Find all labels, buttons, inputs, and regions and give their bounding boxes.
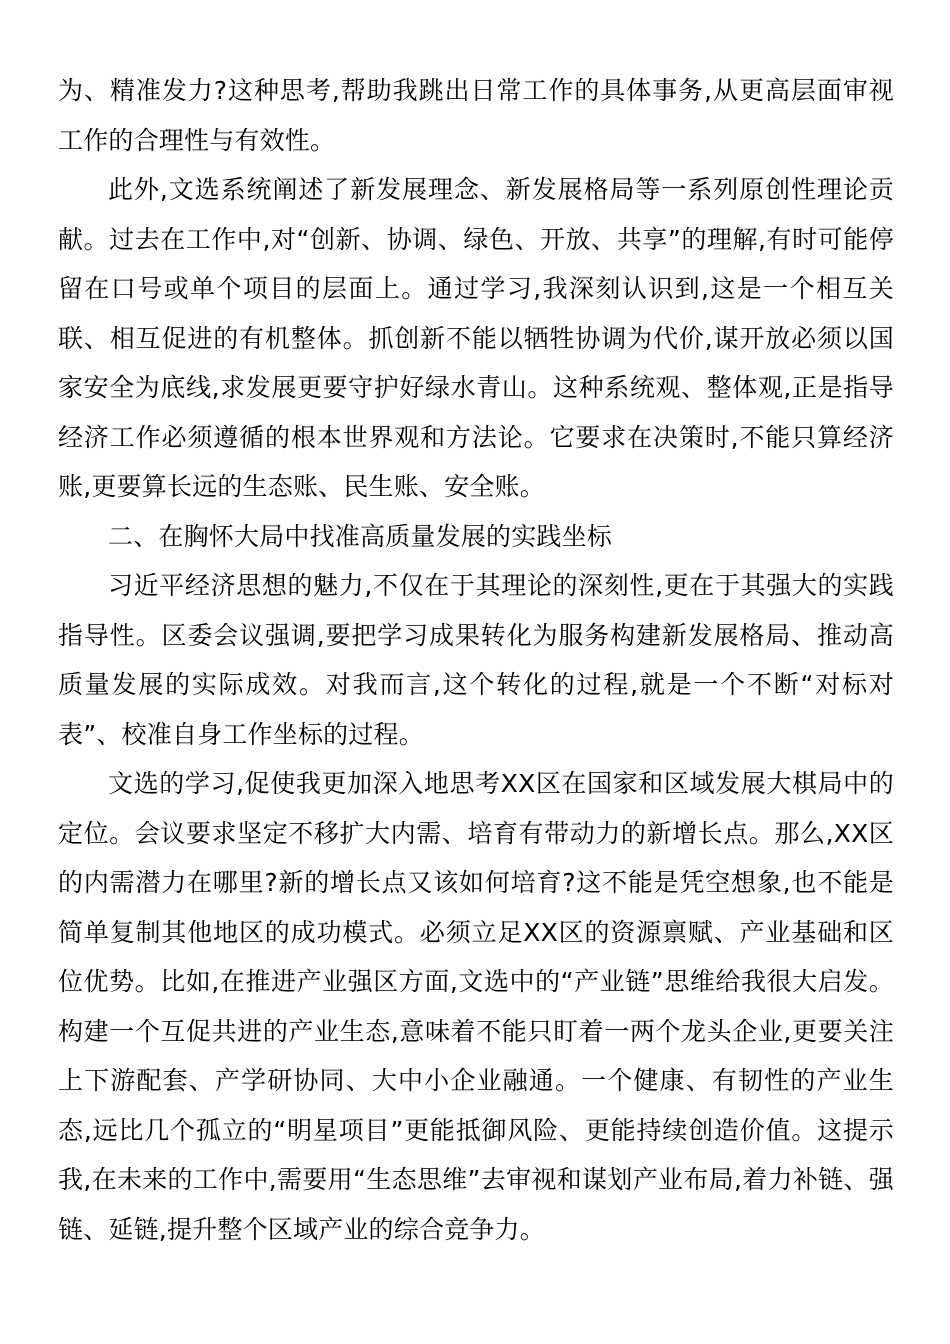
section-heading-two: 二、在胸怀大局中找准高质量发展的实践坐标 (108, 521, 613, 551)
paragraph-new-development-concept: 此外,文选系统阐述了新发展理念、新发展格局等一系列原创性理论贡献。过去在工作中,对“创新、协调、绿色、开放、共享”的理解,有时可能停留在口号或单个项目的层面上。通过学习,我深刻认识到,这是一个相互关联、相互促进的有机整体。抓创新不能以牺牲协调为代价,谋开放必须以国家安全为底线,求发展更要守护好绿水青山。这种系统观、整体观,正是指导经济工作必须遵循的根本世界观和方法论。它要求在决策时,不能只算经济账,更要算长远的生态账、民生账、安全账。 (58, 175, 894, 501)
paragraph-continuation: 为、精准发力?这种思考,帮助我跳出日常工作的具体事务,从更高层面审视工作的合理性与有效性。 (58, 76, 894, 155)
document-page (58, 66, 894, 1254)
paragraph-practical-guidance: 习近平经济思想的魅力,不仅在于其理论的深刻性,更在于其强大的实践指导性。区委会议强调,要把学习成果转化为服务构建新发展格局、推动高质量发展的实际成效。对我而言,这个转化的过程,就是一个不断“对标对表”、校准自身工作坐标的过程。 (58, 571, 894, 749)
paragraph-district-positioning: 文选的学习,促使我更加深入地思考XX区在国家和区域发展大棋局中的定位。会议要求坚定不移扩大内需、培育有带动力的新增长点。那么,XX区的内需潜力在哪里?新的增长点又该如何培育?这不能是凭空想象,也不能是简单复制其他地区的成功模式。必须立足XX区的资源禀赋、产业基础和区位优势。比如,在推进产业强区方面,文选中的“产业链”思维给我很大启发。构建一个互促共进的产业生态,意味着不能只盯着一两个龙头企业,更要关注上下游配套、产学研协同、大中小企业融通。一个健康、有韧性的产业生态,远比几个孤立的“明星项目”更能抵御风险、更能持续创造价值。这提示我,在未来的工作中,需要用“生态思维”去审视和谋划产业布局,着力补链、强链、延链,提升整个区域产业的综合竞争力。 (58, 769, 894, 1244)
